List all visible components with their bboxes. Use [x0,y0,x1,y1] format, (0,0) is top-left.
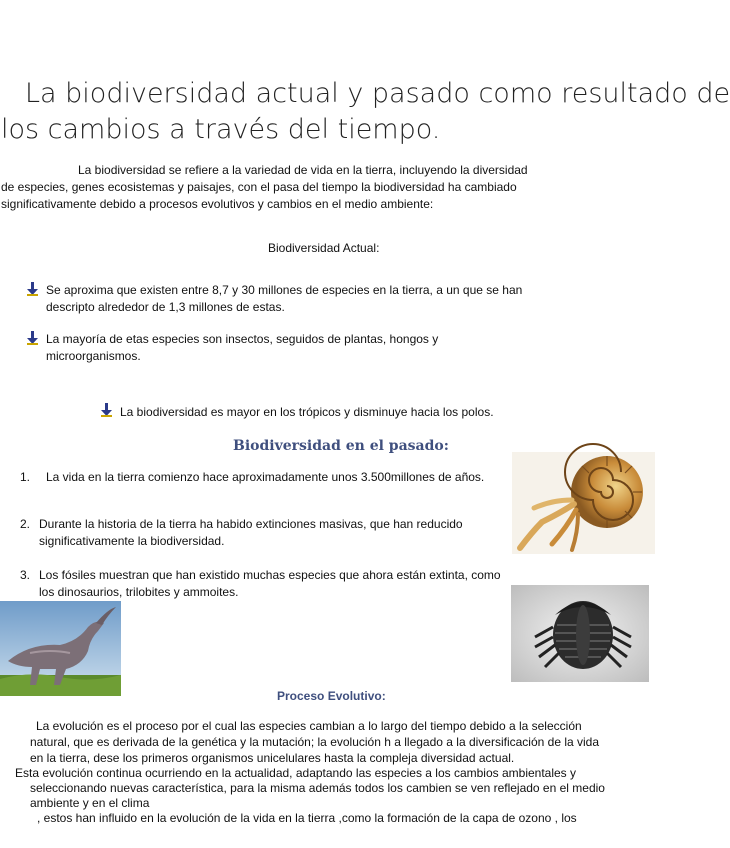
actual-heading: Biodiversidad Actual: [268,241,380,255]
evo-line: , estos han influido en la evolución de la vida en la tierra ,como la formación de la capa de ozono , los [37,811,577,825]
past-item-2-line: significativamente la biodiversidad. [39,534,225,548]
evo-line: en la tierra, dese los primeros organismos unicelulares hasta la compleja diversidad actual. [30,751,515,765]
dinosaur-image [0,601,121,696]
past-item-2-number: 2. [20,517,31,531]
actual-bullet-2-line: La mayoría de etas especies son insectos, seguidos de plantas, hongos y [46,332,439,346]
intro-line: La biodiversidad se refiere a la variedad de vida en la tierra, incluyendo la diversidad [78,163,528,177]
evo-line: seleccionando nuevas característica, para la misma además todos los cambien se ven reflejado en el medio [30,781,605,795]
actual-bullet-1-line: Se aproxima que existen entre 8,7 y 30 millones de especies en la tierra, a un que se han [46,283,523,297]
title-line-2: los cambios a través del tiempo. [1,114,441,145]
evo-line: Esta evolución continua ocurriendo en la actualidad, adaptando las especies a los cambios ambientales y [15,766,577,780]
evo-line: natural, que es derivada de la genética y la mutación; la evolución h a llegado a la diversificación de la vida [30,735,600,749]
bullet-arrow-icon [101,403,113,417]
evo-line: La evolución es el proceso por el cual las especies cambian a lo largo del tiempo debido a la selección [36,719,582,733]
past-item-2-line: Durante la historia de la tierra ha habido extinciones masivas, que han reducido [39,517,463,531]
ammonite-image [512,452,655,554]
past-heading: Biodiversidad en el pasado: [233,438,449,454]
past-item-3-number: 3. [20,568,31,582]
intro-line: de especies, genes ecosistemas y paisajes, con el pasa del tiempo la biodiversidad ha cambiado [1,180,517,194]
actual-bullet-1-line: descripto alrededor de 1,3 millones de estas. [46,300,285,314]
actual-bullet-3-line: La biodiversidad es mayor en los trópicos y disminuye hacia los polos. [120,405,494,419]
past-item-1-line: La vida en la tierra comienzo hace aproximadamente unos 3.500millones de años. [46,470,485,484]
bullet-arrow-icon [27,282,39,296]
trilobite-image [511,585,649,682]
past-item-1-number: 1. [20,470,31,484]
intro-line: significativamente debido a procesos evolutivos y cambios en el medio ambiente: [1,197,434,211]
bullet-arrow-icon [27,331,39,345]
past-item-3-line: Los fósiles muestran que han existido muchas especies que ahora están extinta, como [39,568,501,582]
evo-heading: Proceso Evolutivo: [277,689,386,703]
actual-bullet-2-line: microorganismos. [46,349,141,363]
title-line-1: La biodiversidad actual y pasado como resultado de [25,78,730,109]
past-item-3-line: los dinosaurios, trilobites y ammoites. [39,585,239,599]
evo-line: ambiente y en el clima [30,796,150,810]
